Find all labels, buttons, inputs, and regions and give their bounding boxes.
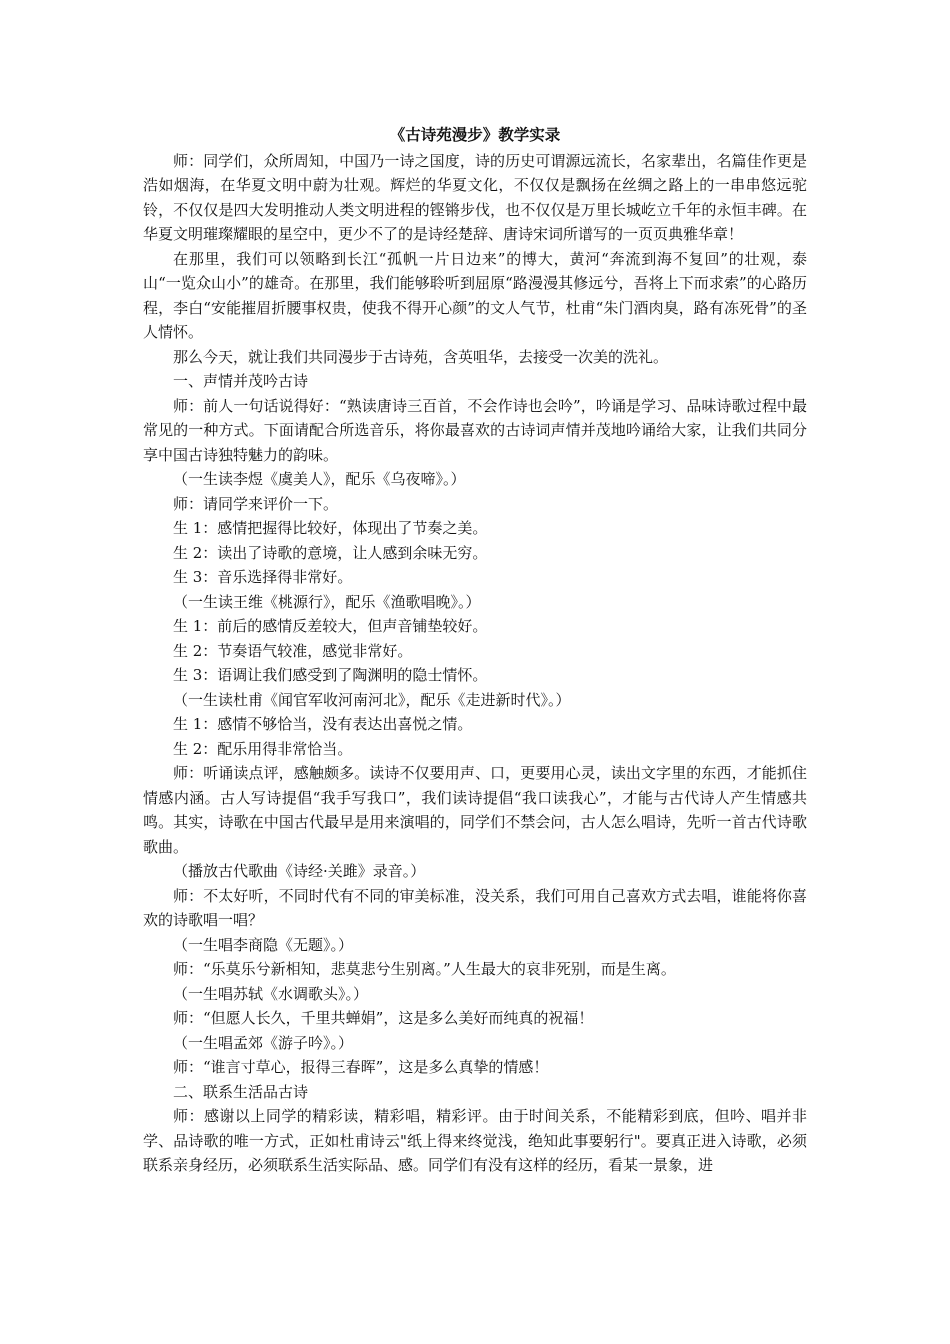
student-comment: 生 1：感情不够恰当，没有表达出喜悦之情。 [173,715,473,733]
paragraph: 师：不太好听，不同时代有不同的审美标准，没关系，我们可用自己喜欢方式去唱，谁能将你喜欢的诗歌唱一唱？ [143,886,807,929]
student-comment: 生 3：语调让我们感受到了陶渊明的隐士情怀。 [173,666,488,684]
document-title: 《古诗苑漫步》教学实录 [389,125,561,144]
stage-direction: （播放古代歌曲《诗经·关雎》录音。） [173,862,426,880]
student-comment: 生 2：配乐用得非常恰当。 [173,739,353,758]
student-comment: 生 2：读出了诗歌的意境，让人感到余味无穷。 [173,543,488,562]
paragraph: 那么今天，就让我们共同漫步于古诗苑，含英咀华，去接受一次美的洗礼。 [173,347,669,366]
section-heading: 二、联系生活品古诗 [173,1082,309,1101]
stage-direction: （一生读李煜《虞美人》，配乐《乌夜啼》。） [173,470,466,488]
stage-direction: （一生读王维《桃源行》，配乐《渔歌唱晚》。） [173,592,481,611]
stage-direction: （一生唱苏轼《水调歌头》。） [173,984,369,1003]
paragraph: 师：“谁言寸草心，报得三春晖”，这是多么真挚的情感！ [173,1058,549,1076]
stage-direction: （一生唱孟郊《游子吟》。） [173,1033,354,1052]
student-comment: 生 3：音乐选择得非常好。 [173,568,353,586]
paragraph: 师：前人一句话说得好：“熟读唐诗三百首，不会作诗也会吟”，吟诵是学习、品味诗歌过程中最常见的一种方式。下面请配合所选音乐，将你最喜欢的古诗词声情并茂地吟诵给大家，让我们共同分享中国古诗独特魅力的韵味。 [143,396,807,464]
section-heading: 一、声情并茂吟古诗 [173,372,309,390]
paragraph: 在那里，我们可以领略到长江“孤帆一片日边来”的博大，黄河“奔流到海不复回”的壮观，泰山“一览众山小”的雄奇。在那里，我们能够聆听到屈原“路漫漫其修远兮，吾将上下而求索”的心路历程，李白“安能摧眉折腰事权贵，使我不得开心颜”的文人气节，杜甫“朱门酒肉臭，路有冻死骨”的圣人情怀。 [143,249,807,341]
paragraph: 师：“但愿人长久，千里共蝉娟”，这是多么美好而纯真的祝福！ [173,1009,594,1027]
stage-direction: （一生唱李商隐《无题》。） [173,935,354,954]
paragraph: 师：请同学来评价一下。 [173,494,339,513]
paragraph: 师：感谢以上同学的精彩读，精彩唱，精彩评。由于时间关系，不能精彩到底，但吟、唱并非学、品诗歌的唯一方式，正如杜甫诗云"纸上得来终觉浅，绝知此事要躬行"。要真正进入诗歌，必须联系亲身经历，必须联系生活实际品、感。同学们有没有这样的经历，看某一景象，进 [143,1107,807,1174]
student-comment: 生 2：节奏语气较准，感觉非常好。 [173,641,413,660]
student-comment: 生 1：感情把握得比较好，体现出了节奏之美。 [173,519,488,537]
stage-direction: （一生读杜甫《闻官军收河南河北》，配乐《走进新时代》。） [173,690,571,709]
student-comment: 生 1：前后的感情反差较大，但声音铺垫较好。 [173,617,488,635]
paragraph: 师：“乐莫乐兮新相知，悲莫悲兮生别离。”人生最大的哀非死别，而是生离。 [173,960,676,978]
paragraph: 师：听诵读点评，感触颇多。读诗不仅要用声、口，更要用心灵，读出文字里的东西，才能抓住情感内涵。古人写诗提倡“我手写我口”，我们读诗提倡“我口读我心”，才能与古代诗人产生情感共鸣。其实，诗歌在中国古代最早是用来演唱的，同学们不禁会问，古人怎么唱诗，先听一首古代诗歌歌曲。 [143,764,807,856]
paragraph: 师：同学们，众所周知，中国乃一诗之国度，诗的历史可谓源远流长，名家辈出，名篇佳作更是浩如烟海，在华夏文明中蔚为壮观。辉烂的华夏文化，不仅仅是飘扬在丝绸之路上的一串串悠远驼铃，不仅仅是四大发明推动人类文明进程的铿锵步伐，也不仅仅是万里长城屹立千年的永恒丰碑。在华夏文明璀璨耀眼的星空中，更少不了的是诗经楚辞、唐诗宋词所谱写的一页页典雅华章！ [143,151,807,243]
document-body [143,149,807,1178]
